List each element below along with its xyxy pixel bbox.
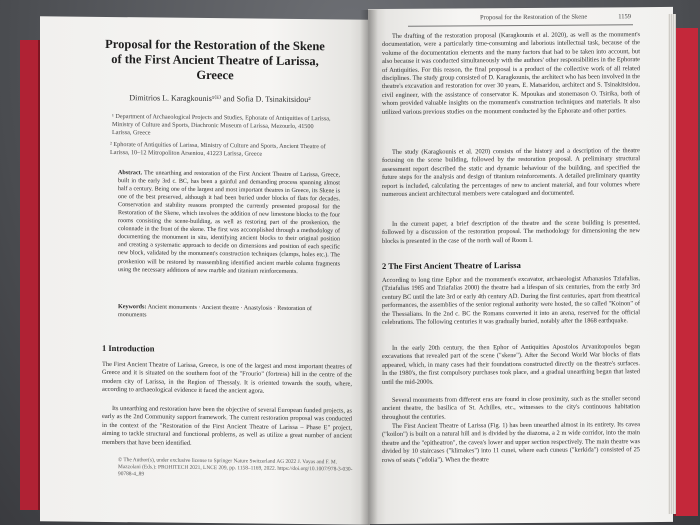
page-number: 1159 xyxy=(618,13,631,21)
book-cover-left xyxy=(20,40,40,510)
left-page xyxy=(40,16,370,524)
running-head: Proposal for the Restoration of the Skene xyxy=(480,13,588,22)
section-1-text: The First Ancient Theatre of Larissa, Greece, is one of the largest and most important theatres of Greece and it is situated on the southern foot of the "Frourio" (fortress) hill in the centre of the modern city of Larissa, in the Region of Thessaly. It is oriented towards the south, where, according to archaeological evidence it faced the ancient agora. xyxy=(102,360,352,395)
keywords xyxy=(118,303,340,321)
paper-title xyxy=(100,37,330,84)
book-cover-right xyxy=(674,28,698,516)
section-2-text-2: In the early 20th century, the then Ephor of Antiquities Apostolos Arvanitopoulos began excavations that revealed part of the scene ("skene"). After the Second World War blocks of flats appeared, which, in many cases had their foundations constructed directly on the theatre's surfaces. In the 1980's, the first compulsory purchases took place, and a gradual unearthing began that lasted until the mid-2000s. xyxy=(382,343,640,386)
abstract xyxy=(118,169,340,276)
authors: Dimitrios L. Karagkounis¹⁽ᴱ⁾ and Sofia D. Tsinakitsidou² xyxy=(129,93,311,105)
abstract-text: The unearthing and restoration of the First Ancient Theatre of Larissa, Greece, built in the early 3rd c. BC, has been a gainful and demanding process spanning almost half a century. Being one of the largest and most important theatres in Greece, its Skene is one of the best preserved, although it had been buried under blocks of flats for decades. Conservation and stability reasons prompted the currently presented proposal for the Restoration of the Skene, which involves the addition of new limestone blocks to the four rooms consisting the scene-building, as well as restoring part of the proskenion, the colonnade in the front of the skene. The first was accomplished through a methodology of documenting the monument in situ, identifying ancient blocks to their original position and creating a systematic approach to decide on dimensions and position of each specific new block, validated by the monument's construction techniques (clamps, holes etc.). The proskenion will be restored by reassembling identified ancient marble column fragments using the necessary additions of new marble and titanium reinforcements. xyxy=(118,170,340,275)
right-paragraph-2: The study (Karagkounis et al. 2020) consists of the history and a description of the theatre focusing on the scene building, followed by the restoration proposal. A preliminary structural assessment report described the static and dynamic behaviour of the building, and specified the future steps for the analysis and design of titanium reinforcements. A detailed preliminary quantity report is included, calculating the percentages of new to ancient material, and four volumes where numerous ancient architectural members were catalogued and documented. xyxy=(382,147,640,198)
affiliation-1: ¹ Department of Archaeological Projects and Studies, Ephorate of Antiquities of Larissa, Ministry of Culture and Sports, Diachronic Museum of Larissa, Mezourlo, 41500 Larissa, Greece xyxy=(112,113,331,137)
keywords-text: Ancient monuments · Ancient theatre · Anastylosis · Restoration of monuments xyxy=(118,304,312,319)
title-line-2: of the First Ancient Theatre of Larissa, Greece xyxy=(111,52,319,83)
header-rule xyxy=(408,24,633,27)
right-paragraph-3: In the current paper, a brief description of the theatre and the scene building is presented, followed by a discussion of the restoration proposal. The methodology for dimensioning the new blocks is presented in the case of the north wall of Room I. xyxy=(382,219,640,245)
book-gutter xyxy=(360,10,378,525)
section-1-heading: 1 Introduction xyxy=(102,342,155,354)
copyright-footnote: © The Author(s), under exclusive license to Springer Nature Switzerland AG 2022 J. Vayas and F. M. Mazzolani (Eds.): PROHITECH 2021, LNCE 209, pp. 1158–1169, 2022. https://doi.org/10.1007/978-3-030-90788-4_89 xyxy=(118,457,353,478)
title-line-1: Proposal for the Restoration of the Skene xyxy=(105,36,325,54)
keywords-label: Keywords: xyxy=(118,304,147,311)
affiliation-2: ² Ephorate of Antiquities of Larissa, Ministry of Culture and Sports, Ancient Theatre of Larissa, 10–12 Mitropoliton Arseniou, 41223 Larissa, Greece xyxy=(110,141,326,158)
page-edges xyxy=(668,14,676,514)
section-2-text-4: The First Ancient Theatre of Larissa (Fig. 1) has been unearthed almost in its entirety. Its cavea ("koilon") is built on a natural hill and is divided by the diazoma, a 2 m wide corridor, into the main theatre and the "epitheatron", the cavea's lower and upper section respectively. The main theatre was divided by 10 staircases ("klimakes") into 11 cunei, where each cuneus ("kerkida") consisted of 25 rows of seats ("edolia"). When the theatre xyxy=(382,421,640,464)
section-2-text: According to long time Ephor and the monument's excavator, archaeologist Athanasios Tziafalias, (Tziafalias 1985 and Tziafalias 2000) the theatre had a lifespan of six centuries, from the early 3rd century BC until the late 3rd or early 4th century AD. During the first centuries, apart from theatrical performances, the assemblies of the senior regional authority were hosted, the so called "Koinon" of the Thessalians. In the 2nd c. BC the Romans converted it into an arena, reserved for the official celebrations. The following centuries it was gradually buried, notably after the 1868 earthquake. xyxy=(382,275,640,326)
abstract-label: Abstract. xyxy=(118,170,143,177)
section-2-text-3: Several monuments from different eras are found in close proximity, such as the smaller second ancient theatre, the basilica of St. Achilles, etc., witnesses to the city's continuous habitation throughout the centuries. xyxy=(382,395,640,421)
section-2-heading: 2 The First Ancient Theatre of Larissa xyxy=(382,259,521,271)
right-page xyxy=(368,7,673,524)
right-paragraph-1: The drafting of the restoration proposal (Karagkounis et al. 2020), as well as the monument's documentation, were a particularly time-consuming and laborious intellectual task, because of the volume of the documentation elements and the many factors that had to be taken into account, but also because it was conducted simultaneously with the authors' other responsibilities in the Ephorate of Antiquities. For this reason, the final proposal is a product of the collective work of all related disciplines. The study group consisted of D. Karagkounis, the architect who has been involved in the theatre's excavation and restoration for over 30 years, E. Matsaridou, architect and S. Tsinakitsidou, civil engineer, with the assistance of conservator K. Mpoukas and stonemason O. Tsirika, both of whom provided valuable insights on the monument's construction techniques and materials. It also utilized various previous studies on the monument conducted by the Ephorate and other parties. xyxy=(382,31,640,116)
section-1-text-2: Its unearthing and restoration have been the objective of several European funded projects, as early as the 2nd Community support framework. The current restoration proposal was conducted in the context of the "Restoration of the First Ancient Theatre of Larissa – Phase E" project, aiming to tackle structural and functional problems, as well as utilize a great number of ancient members that have been identified. xyxy=(102,405,352,447)
